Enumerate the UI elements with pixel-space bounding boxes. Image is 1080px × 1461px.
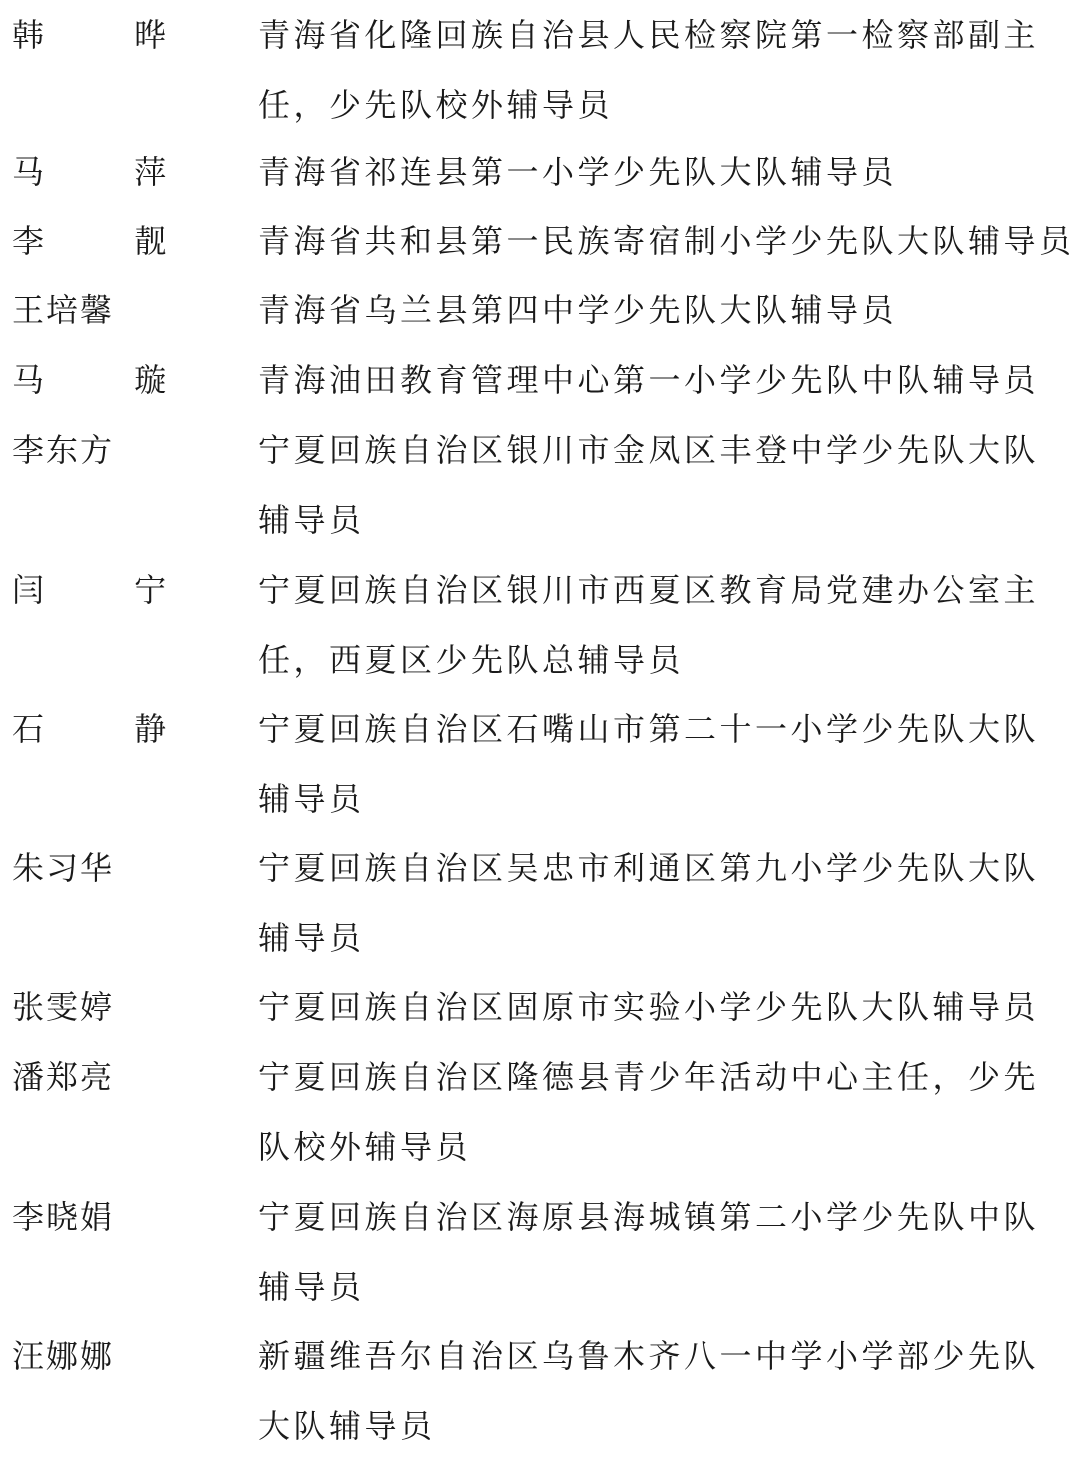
person-description [258,415,1070,555]
description-line: 辅导员 [258,919,365,957]
person-description [258,275,1070,345]
person-description [258,345,1070,415]
person-name: 闫 宁 [12,571,207,609]
description-line: 宁夏回族自治区银川市金凤区丰登中学少先队大队 [258,431,1040,469]
person-description [258,555,1070,695]
person-name: 石 静 [12,710,207,748]
description-line: 青海省乌兰县第四中学少先队大队辅导员 [258,291,898,329]
person-description [258,694,1070,834]
person-name: 李 靓 [12,222,207,260]
description-line: 宁夏回族自治区隆德县青少年活动中心主任，少先 [258,1058,1040,1096]
description-line: 队校外辅导员 [258,1128,472,1166]
person-description [258,833,1070,973]
person-name: 王培馨 [12,291,115,329]
description-line: 青海省祁连县第一小学少先队大队辅导员 [258,153,898,191]
description-line: 宁夏回族自治区固原市实验小学少先队大队辅导员 [258,988,1040,1026]
description-line: 宁夏回族自治区石嘴山市第二十一小学少先队大队 [258,710,1040,748]
person-name: 汪娜娜 [12,1337,115,1375]
person-name: 李晓娟 [12,1198,115,1236]
person-name: 韩 晔 [12,16,207,54]
description-line: 任，西夏区少先队总辅导员 [258,641,685,679]
description-line: 大队辅导员 [258,1407,436,1445]
person-description [258,206,1075,276]
description-line: 辅导员 [258,501,365,539]
description-line: 任，少先队校外辅导员 [258,86,614,124]
description-line: 宁夏回族自治区吴忠市利通区第九小学少先队大队 [258,849,1040,887]
description-line: 青海省共和县第一民族寄宿制小学少先队大队辅导员 [258,222,1075,260]
description-line: 辅导员 [258,780,365,818]
description-line: 辅导员 [258,1268,365,1306]
description-line: 青海省化隆回族自治县人民检察院第一检察部副主 [258,16,1040,54]
description-line: 宁夏回族自治区海原县海城镇第二小学少先队中队 [258,1198,1040,1236]
person-description [258,0,1070,140]
description-line: 青海油田教育管理中心第一小学少先队中队辅导员 [258,361,1040,399]
person-description [258,1182,1070,1322]
person-description [258,137,1070,207]
person-description [258,972,1070,1042]
person-name: 李东方 [12,431,115,469]
person-name: 朱习华 [12,849,115,887]
person-description [258,1042,1070,1182]
person-name: 马 萍 [12,153,207,191]
person-description [258,1321,1070,1461]
person-name: 马 璇 [12,361,207,399]
person-name: 张雯婷 [12,988,115,1026]
description-line: 新疆维吾尔自治区乌鲁木齐八一中学小学部少先队 [258,1337,1040,1375]
description-line: 宁夏回族自治区银川市西夏区教育局党建办公室主 [258,571,1040,609]
person-name: 潘郑亮 [12,1058,115,1096]
